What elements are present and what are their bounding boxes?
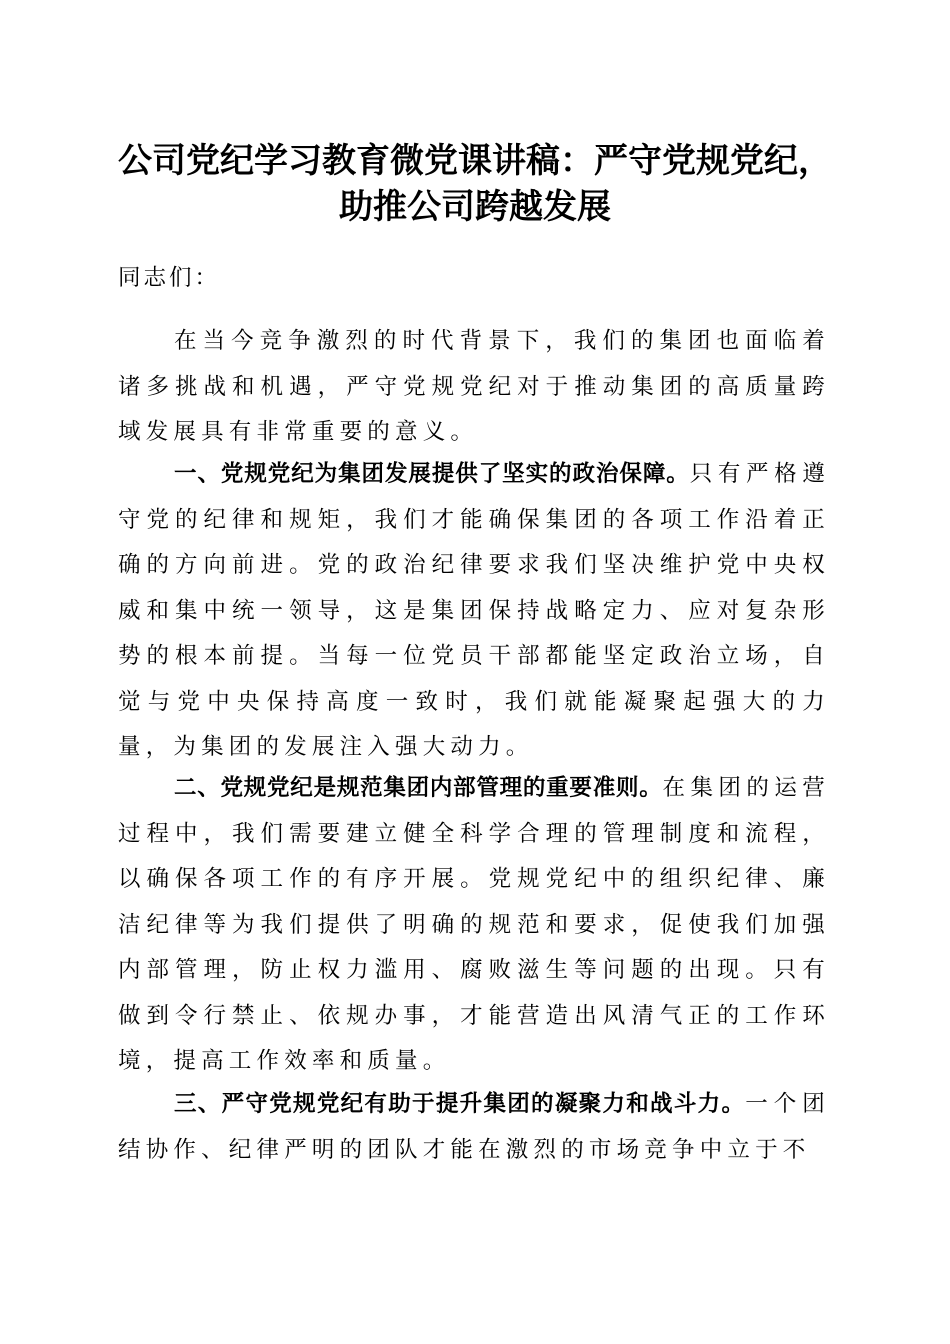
paragraph-two-heading: 二、党规党纪是规范集团内部管理的重要准则。: [174, 775, 663, 801]
paragraph-two-body: [118, 766, 830, 1085]
paragraph-three: [118, 1082, 830, 1173]
paragraph-one-heading: 一、党规党纪为集团发展提供了坚实的政治保障。: [174, 461, 690, 487]
paragraph-intro: [118, 319, 830, 456]
paragraph-three-body: [118, 1082, 830, 1173]
salutation: 同志们：: [118, 265, 221, 291]
paragraph-one: [118, 452, 830, 771]
paragraph-two-text: 在集团的运营过程中，我们需要建立健全科学合理的管理制度和流程，以确保各项工作的有序开展。党规党纪中的组织纪律、廉洁纪律等为我们提供了明确的规范和要求，促使我们加强内部管理，防止权力滥用、腐败滋生等问题的出现。只有做到令行禁止、依规办事，才能营造出风清气正的工作环境，提高工作效率和质量。: [118, 775, 830, 1074]
paragraph-two: [118, 766, 830, 1085]
paragraph-three-text: 一个团结协作、纪律严明的团队才能在激烈的市场竞争中立于不: [118, 1091, 830, 1163]
title-line-2: 助推公司跨越发展: [339, 187, 611, 227]
paragraph-three-heading: 三、严守党规党纪有助于提升集团的凝聚力和战斗力。: [174, 1091, 746, 1117]
paragraph-one-body: [118, 452, 830, 771]
paragraph-one-text: 只有严格遵守党的纪律和规矩，我们才能确保集团的各项工作沿着正确的方向前进。党的政治纪律要求我们坚决维护党中央权威和集中统一领导，这是集团保持战略定力、应对复杂形势的根本前提。当每一位党员干部都能坚定政治立场，自觉与党中央保持高度一致时，我们就能凝聚起强大的力量，为集团的发展注入强大动力。: [118, 461, 830, 760]
title-line-1: 公司党纪学习教育微党课讲稿：严守党规党纪，: [118, 141, 832, 181]
paragraph-intro-text: 在当今竞争激烈的时代背景下，我们的集团也面临着诸多挑战和机遇，严守党规党纪对于推动集团的高质量跨域发展具有非常重要的意义。: [118, 328, 830, 445]
document-title: [80, 138, 870, 230]
